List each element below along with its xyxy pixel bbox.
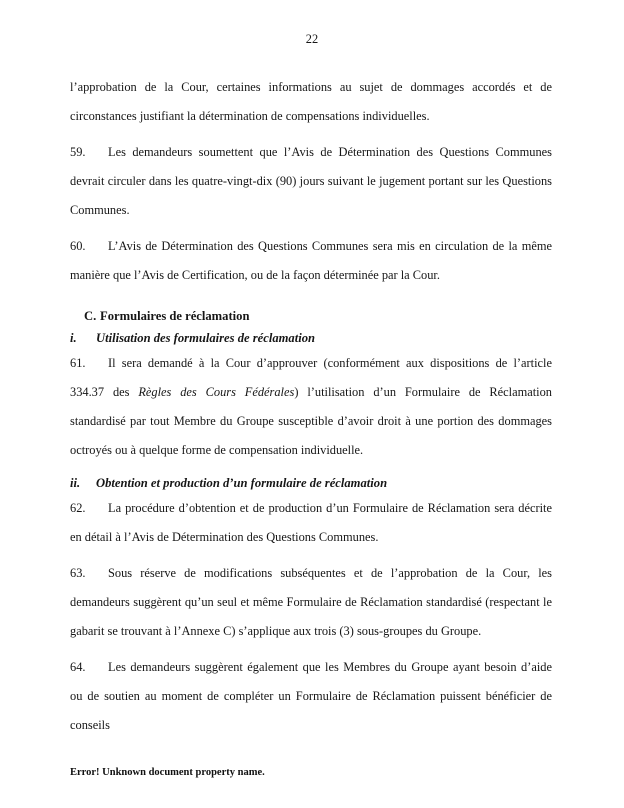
- paragraph-62-number: 62.: [70, 501, 86, 515]
- paragraph-62-text: La procédure d’obtention et de production d’un Formulaire de Réclamation sera décrite en détail à l’Avis de Détermination des Questions Communes.: [70, 501, 552, 544]
- footer-error-text: Error! Unknown document property name.: [70, 767, 265, 778]
- paragraph-60-number: 60.: [70, 239, 86, 253]
- subsection-heading-i-label: i.: [70, 331, 77, 345]
- section-heading-c: [70, 297, 552, 327]
- paragraph-intro-continuation: l’approbation de la Cour, certaines informations au sujet de dommages accordés et de circonstances justifiant la détermination de compensations individuelles.: [70, 80, 552, 123]
- page-number: 22: [305, 32, 319, 46]
- paragraph-60: [70, 232, 552, 290]
- paragraph-59: [70, 138, 552, 225]
- paragraph-63: [70, 559, 552, 646]
- subsection-heading-i-title: Utilisation des formulaires de réclamation: [96, 331, 316, 345]
- paragraph-64: [70, 653, 552, 740]
- subsection-heading-ii-title: Obtention et production d’un formulaire de réclamation: [96, 476, 388, 490]
- paragraph-61: [70, 349, 552, 465]
- paragraph-60-text: L’Avis de Détermination des Questions Communes sera mis en circulation de la même manière que l’Avis de Certification, ou de la façon déterminée par la Cour.: [70, 239, 552, 282]
- paragraph-62: [70, 494, 552, 552]
- paragraph-64-number: 64.: [70, 660, 86, 674]
- document-body: [0, 46, 624, 740]
- paragraph-63-number: 63.: [70, 566, 86, 580]
- paragraph-59-number: 59.: [70, 145, 86, 159]
- paragraph-61-text-pre: Il sera demandé à la Cour d’approuver (conformément aux dispositions de l’article 334.37 des: [70, 356, 552, 399]
- subsection-heading-i: [70, 327, 552, 349]
- paragraph-61-text-post: ) l’utilisation d’un Formulaire de Réclamation standardisé par tout Membre du Groupe susceptible d’avoir droit à une portion des dommages octroyés ou à quelque forme de compensation individuelle.: [70, 385, 552, 457]
- paragraph-61-citation-italic: Règles des Cours Fédérales: [138, 385, 295, 399]
- section-heading-c-title: Formulaires de réclamation: [100, 309, 250, 323]
- subsection-heading-ii-label: ii.: [70, 476, 81, 490]
- section-heading-c-label: C.: [84, 309, 97, 323]
- paragraph-59-text: Les demandeurs soumettent que l’Avis de Détermination des Questions Communes devrait circuler dans les quatre-vingt-dix (90) jours suivant le jugement portant sur les Questions Communes.: [70, 145, 552, 217]
- paragraph-61-number: 61.: [70, 356, 86, 370]
- subsection-heading-ii: [70, 472, 552, 494]
- paragraph-64-text: Les demandeurs suggèrent également que les Membres du Groupe ayant besoin d’aide ou de soutien au moment de compléter un Formulaire de Réclamation puissent bénéficier de conseils: [70, 660, 552, 732]
- paragraph-63-text: Sous réserve de modifications subséquentes et de l’approbation de la Cour, les demandeurs suggèrent qu’un seul et même Formulaire de Réclamation standardisé (respectant le gabarit se trouvant à l’Annexe C) s’applique aux trois (3) sous-groupes du Groupe.: [70, 566, 552, 638]
